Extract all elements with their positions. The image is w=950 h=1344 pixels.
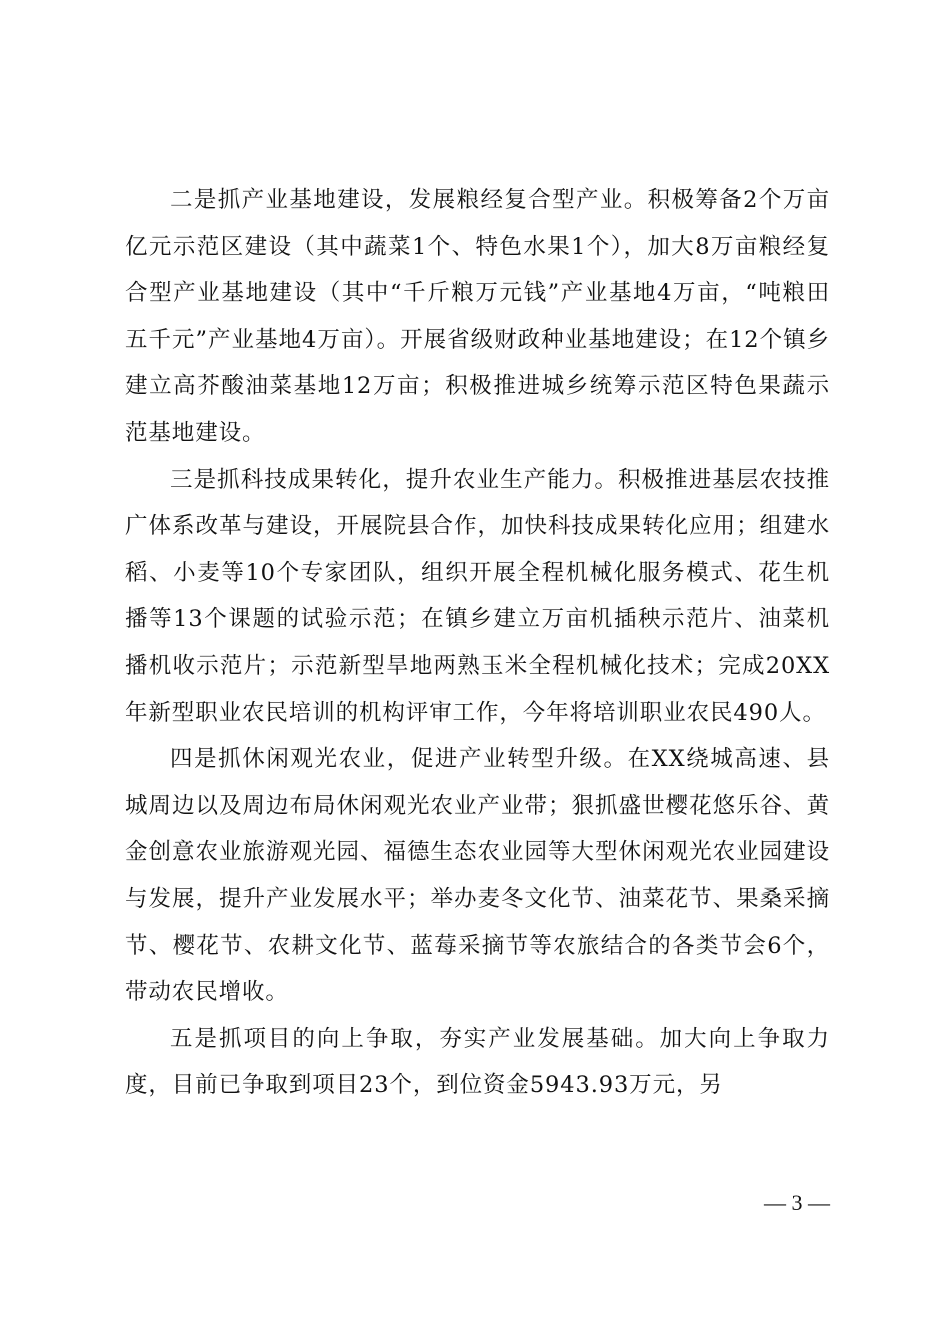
- paragraph-leisure-agriculture: 四是抓休闲观光农业，促进产业转型升级。在XX绕城高速、县城周边以及周边布局休闲观光农业产业带；狠抓盛世樱花悠乐谷、黄金创意农业旅游观光园、福德生态农业园等大型休闲观光农业园建设与发展，提升产业发展水平；举办麦冬文化节、油菜花节、果桑采摘节、樱花节、农耕文化节、蓝莓采摘节等农旅结合的各类节会6个，带动农民增收。: [125, 746, 830, 1006]
- document-body: [125, 177, 830, 1109]
- page-number: — 3 —: [764, 1190, 830, 1215]
- paragraph-tech-transfer: 三是抓科技成果转化，提升农业生产能力。积极推进基层农技推广体系改革与建设，开展院县合作，加快科技成果转化应用；组建水稻、小麦等10个专家团队，组织开展全程机械化服务模式、花生机播等13个课题的试验示范；在镇乡建立万亩机插秧示范片、油菜机播机收示范片；示范新型旱地两熟玉米全程机械化技术；完成20XX年新型职业农民培训的机构评审工作，今年将培训职业农民490人。: [125, 466, 830, 726]
- paragraph-industry-base: 二是抓产业基地建设，发展粮经复合型产业。积极筹备2个万亩亿元示范区建设（其中蔬菜1个、特色水果1个），加大8万亩粮经复合型产业基地建设（其中“千斤粮万元钱”产业基地4万亩，“吨粮田五千元”产业基地4万亩）。开展省级财政种业基地建设；在12个镇乡建立高芥酸油菜基地12万亩；积极推进城乡统筹示范区特色果蔬示范基地建设。: [125, 187, 830, 446]
- paragraph-project-funding: 五是抓项目的向上争取，夯实产业发展基础。加大向上争取力度，目前已争取到项目23个，到位资金5943.93万元，另: [125, 1025, 830, 1099]
